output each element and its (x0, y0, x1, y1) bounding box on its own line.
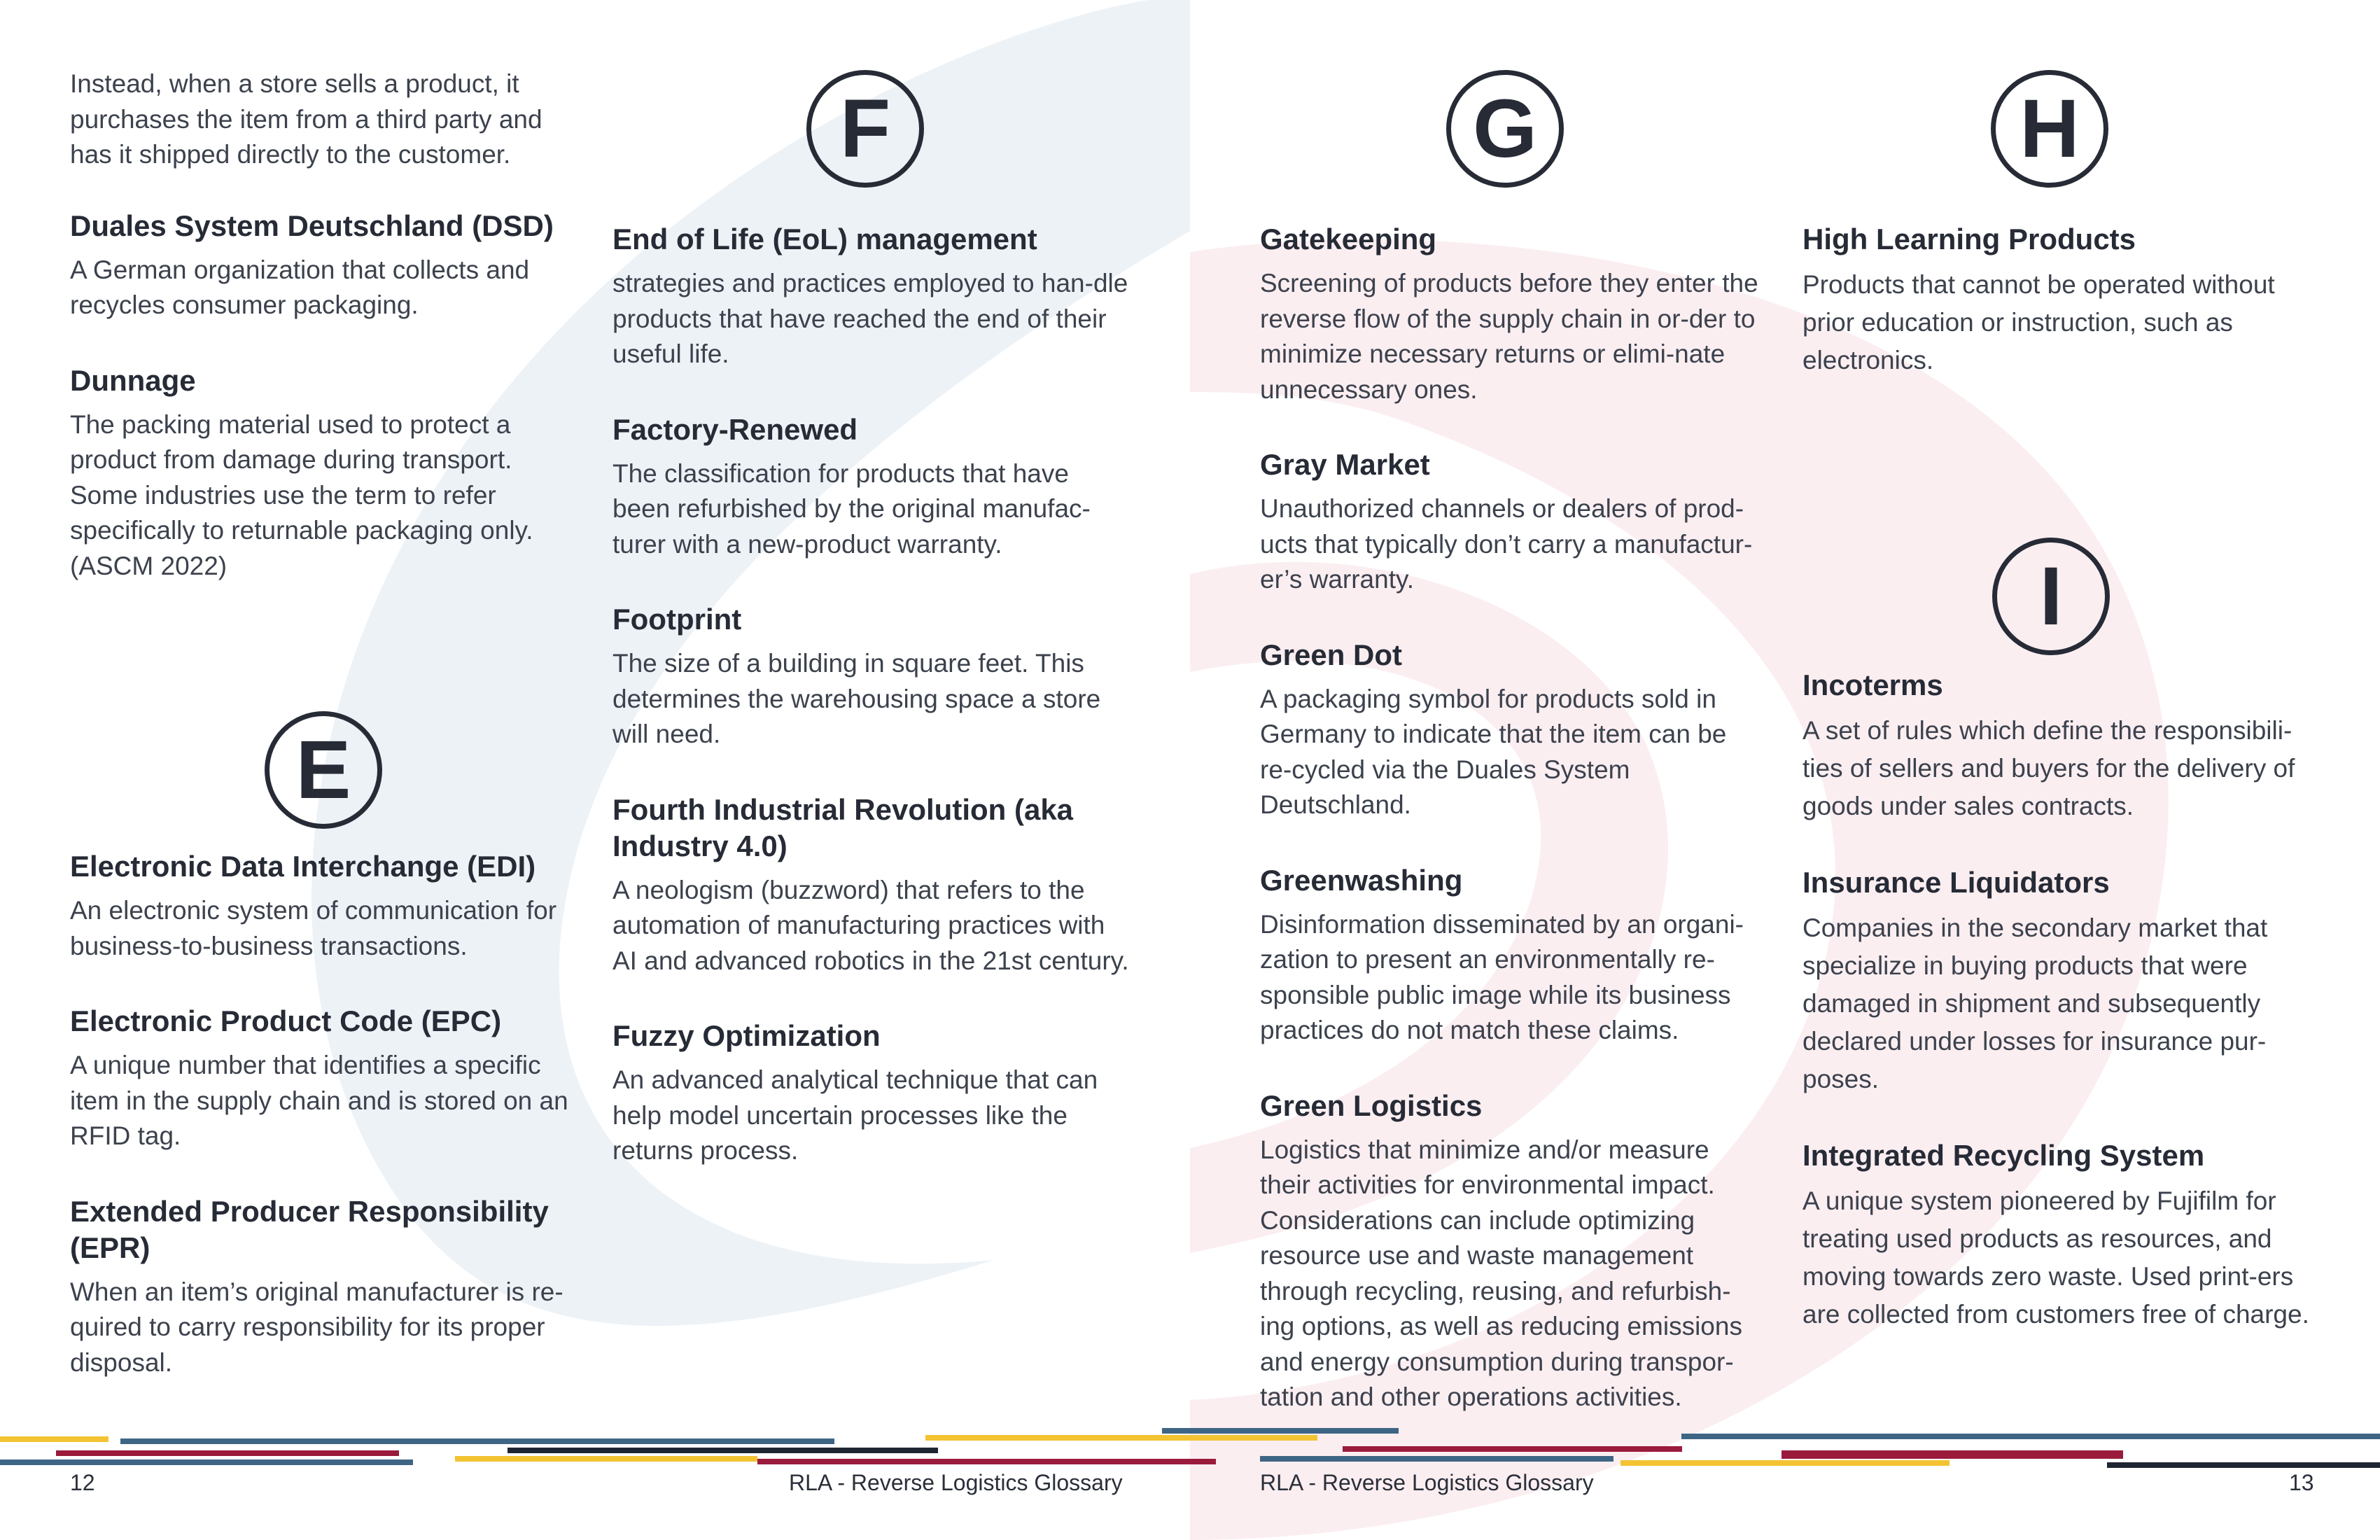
term-definition: An advanced analytical technique that can help model uncertain processes like the returns process. (612, 1065, 1098, 1165)
term-heading: Fuzzy Optimization (612, 1019, 881, 1052)
footer-bar (1343, 1446, 1682, 1452)
footer-bar (1620, 1460, 1949, 1466)
term-heading: Integrated Recycling System (1802, 1139, 2205, 1172)
entry-greenwashing (1260, 862, 1764, 1049)
entry-green-logistics (1260, 1088, 1764, 1415)
footer-bar (757, 1459, 1216, 1464)
term-heading: Extended Producer Responsibility (EPR) (70, 1194, 549, 1264)
term-definition: A German organization that collects and recycles consumer packaging. (70, 255, 530, 319)
section-letter-g: G (1446, 70, 1564, 188)
term-definition: A unique system pioneered by Fujifilm for treating used products as resources, and moving towards zero waste. Used print-ers are collected from customers free of charge. (1802, 1186, 2309, 1329)
entry-footprint (612, 601, 1130, 752)
footer-title-left: RLA - Reverse Logistics Glossary (789, 1470, 1123, 1495)
lead-paragraph: Instead, when a store sells a product, it purchases the item from a third party and has it shipped directly to the customer. (70, 69, 542, 169)
term-definition: Logistics that minimize and/or measure their activities for environmental impact. Considerations can include optimizing resource use and waste management through recycling, reusing, and refurbish-ing options, as well as reducing emissions and energy consumption during transpor-tation and other operations activities. (1260, 1135, 1742, 1411)
footer-bar (455, 1456, 757, 1462)
footer-bar (1162, 1428, 1399, 1434)
entry-fuzzy-optimization (612, 1018, 1130, 1169)
page-number-right: 13 (2289, 1470, 2314, 1495)
section-letter-i: I (1992, 538, 2110, 655)
term-definition: Disinformation disseminated by an organi-zation to present an environmentally re-sponsible public image while its business practices do not match these claims. (1260, 909, 1744, 1044)
term-heading: Electronic Data Interchange (EDI) (70, 850, 536, 883)
term-definition: Companies in the secondary market that specialize in buying products that were damaged in shipment and subsequently declared under losses for insurance pur-poses. (1802, 913, 2268, 1093)
term-heading: Green Dot (1260, 638, 1403, 671)
entry-industry-4 (612, 792, 1130, 979)
term-definition: A neologism (buzzword) that refers to the automation of manufacturing practices with AI and advanced robotics in the 21st century. (612, 875, 1129, 975)
term-definition: Unauthorized channels or dealers of prod-ucts that typically don’t carry a manufactur-er’s warranty. (1260, 494, 1753, 594)
column-4-lower (1802, 667, 2317, 1373)
term-heading: Insurance Liquidators (1802, 866, 2110, 899)
term-definition: Products that cannot be operated without prior education or instruction, such as electronics. (1802, 270, 2275, 374)
section-letter-h: H (1991, 70, 2108, 188)
term-definition: The classification for products that have been refurbished by the original manufac-turer with a new-product warranty. (612, 458, 1091, 559)
footer-bar (0, 1436, 108, 1442)
footer-bar (1260, 1456, 1614, 1462)
term-definition: An electronic system of communication for business-to-business transactions. (70, 896, 557, 960)
term-heading: Gray Market (1260, 448, 1430, 481)
term-definition: A unique number that identifies a specific item in the supply chain and is stored on an RFID tag. (70, 1051, 568, 1150)
term-heading: Green Logistics (1260, 1088, 1483, 1122)
entry-factory-renewed (612, 412, 1130, 563)
term-definition: Screening of products before they enter the reverse flow of the supply chain in or-der to minimize necessary returns or elimi-nate unnecessary ones. (1260, 269, 1758, 404)
entry-epc (70, 1003, 574, 1154)
term-definition: The size of a building in square feet. This determines the warehousing space a store will need. (612, 649, 1101, 748)
entry-green-dot (1260, 637, 1764, 823)
column-1-lower (70, 848, 574, 1420)
term-heading: Greenwashing (1260, 863, 1463, 897)
entry-incoterms (1802, 667, 2317, 825)
footer-bar (925, 1435, 1317, 1441)
footer-bar (1681, 1434, 2380, 1439)
entry-insurance-liquidators (1802, 864, 2317, 1098)
term-heading: Dunnage (70, 363, 196, 397)
term-definition: When an item’s original manufacturer is re-quired to carry responsibility for its proper disposal. (70, 1277, 564, 1377)
term-heading: High Learning Products (1802, 223, 2136, 255)
term-definition: strategies and practices employed to han-dle products that have reached the end of their useful life. (612, 269, 1128, 368)
column-4 (1802, 221, 2317, 419)
entry-gray-market (1260, 447, 1764, 598)
section-letter-e: E (265, 711, 382, 829)
footer-bar (120, 1438, 834, 1444)
entry-integrated-recycling (1802, 1138, 2317, 1334)
entry-dunnage (70, 363, 574, 584)
column-1 (70, 66, 574, 623)
term-heading: Duales System Deutschland (DSD) (70, 209, 554, 242)
entry-edi (70, 848, 574, 964)
term-heading: Fourth Industrial Revolution (aka Industry 4.0) (612, 792, 1074, 862)
page-number-left: 12 (70, 1470, 95, 1495)
entry-epr (70, 1194, 574, 1381)
term-heading: End of Life (EoL) management (612, 223, 1037, 255)
term-heading: Electronic Product Code (EPC) (70, 1004, 502, 1037)
column-2 (612, 221, 1130, 1208)
term-heading: Factory-Renewed (612, 412, 858, 446)
entry-dsd (70, 208, 574, 323)
entry-high-learning (1802, 221, 2317, 379)
term-definition: A set of rules which define the responsibili-ties of sellers and buyers for the delivery of goods under sales contracts. (1802, 716, 2295, 820)
footer-bar (507, 1448, 938, 1453)
footer-bar (56, 1450, 399, 1456)
term-heading: Footprint (612, 603, 742, 636)
term-heading: Gatekeeping (1260, 223, 1437, 255)
entry-eol (612, 221, 1130, 372)
entry-gatekeeping (1260, 221, 1764, 407)
footer-bar (0, 1460, 413, 1465)
footer-bar (2107, 1462, 2380, 1468)
term-definition: A packaging symbol for products sold in Germany to indicate that the item can be re-cycled via the Duales System Deutschland. (1260, 684, 1727, 819)
footer-bar (1782, 1450, 2123, 1459)
term-heading: Incoterms (1802, 668, 1943, 701)
section-letter-f: F (806, 70, 924, 188)
footer-title-right: RLA - Reverse Logistics Glossary (1260, 1470, 1594, 1495)
term-definition: The packing material used to protect a product from damage during transport. Some industries use the term to refer specifically to returnable packaging only. (ASCM 2022) (70, 410, 533, 580)
column-3 (1260, 221, 1764, 1455)
